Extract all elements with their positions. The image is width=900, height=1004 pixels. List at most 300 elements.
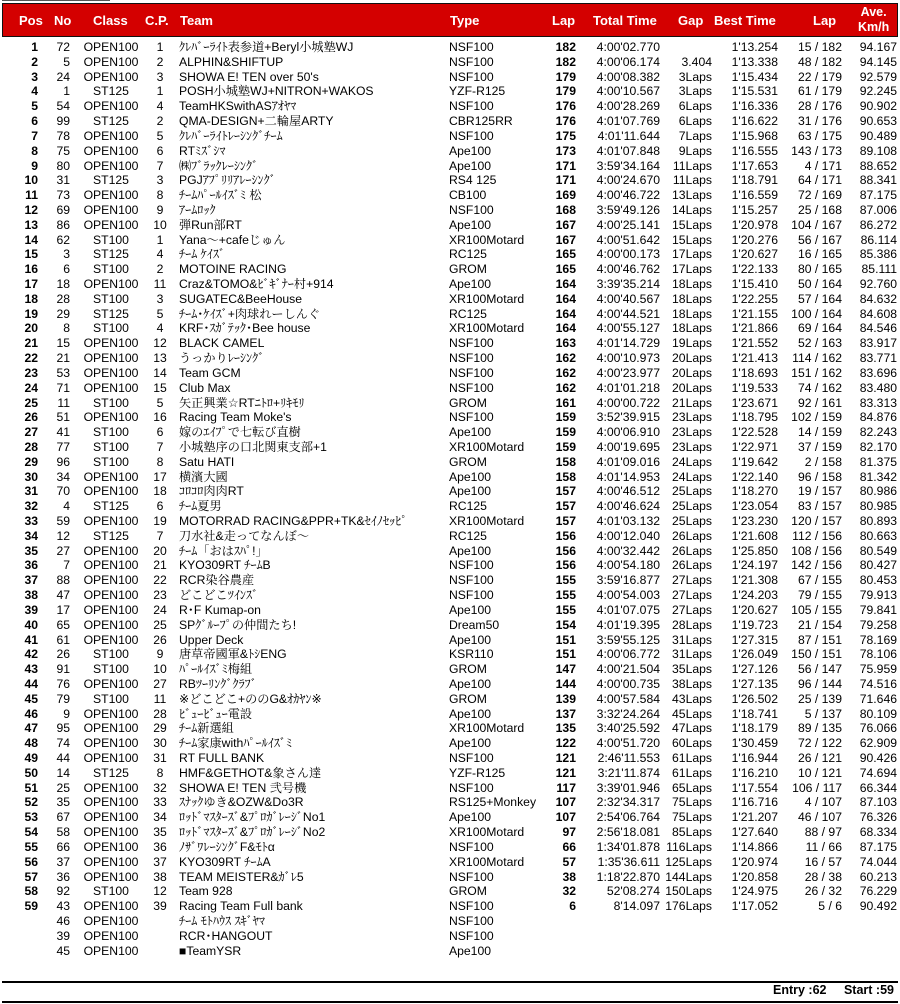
cell-pos: 35	[24, 543, 38, 558]
cell-gap: 31Laps	[672, 647, 712, 662]
cell-lap: 97	[562, 825, 576, 840]
cell-gap: 11Laps	[672, 173, 712, 188]
cell-cp: 12	[153, 884, 167, 899]
cell-cp: 6	[156, 143, 164, 158]
cell-total: 3:32'24.264	[596, 706, 660, 721]
table-row	[2, 218, 898, 233]
cell-ave: 80.893	[859, 514, 897, 528]
cell-gap: 20Laps	[672, 380, 712, 395]
cell-gap: 28Laps	[672, 617, 712, 632]
cell-ave: 83.480	[859, 380, 897, 395]
cell-class: ST125	[93, 499, 129, 514]
cell-total: 1:34'01.878	[596, 839, 660, 854]
cell-cp: 1	[156, 40, 164, 54]
cell-cp: 10	[153, 217, 167, 232]
cell-gap: 18Laps	[672, 306, 712, 321]
cell-gap: 25Laps	[672, 514, 712, 528]
cell-total: 4:00'12.040	[596, 528, 660, 543]
header-kmh: Km/h	[858, 20, 890, 34]
cell-lapat: 11 / 66	[805, 839, 842, 854]
cell-gap: 60Laps	[672, 736, 712, 751]
cell-total: 4:00'10.567	[596, 84, 660, 99]
cell-no: 14	[56, 765, 70, 780]
cell-type: Ape100	[449, 736, 492, 751]
cell-type: NSF100	[449, 336, 494, 351]
cell-ave: 92.245	[859, 84, 897, 99]
table-row	[2, 573, 898, 588]
cell-class: ST100	[93, 662, 129, 677]
cell-gap: 65Laps	[672, 780, 712, 795]
cell-total: 4:00'46.624	[596, 499, 660, 514]
cell-lap: 144	[555, 676, 576, 691]
cell-total: 4:00'02.770	[596, 40, 660, 54]
cell-type: NSF100	[449, 69, 494, 84]
cell-team: Club Max	[179, 380, 231, 395]
cell-ave: 80.427	[859, 558, 897, 573]
cell-total: 4:01'11.644	[597, 128, 660, 143]
cell-team: POSH小城塾WJ+NITRON+WAKOS	[179, 84, 374, 99]
cell-cp: 28	[153, 706, 167, 721]
cell-class: OPEN100	[83, 469, 139, 484]
cell-lap: 179	[555, 84, 576, 99]
cell-cp: 2	[156, 262, 164, 277]
cell-no: 29	[56, 306, 70, 321]
cell-type: NSF100	[449, 40, 494, 54]
cell-pos: 47	[24, 721, 38, 736]
cell-best: 1'21.308	[731, 573, 778, 588]
cell-class: ST100	[93, 425, 129, 440]
cell-type: XR100Motard	[449, 854, 525, 869]
cell-type: RS4 125	[449, 173, 497, 188]
cell-pos: 4	[31, 84, 38, 99]
cell-team: ﾛｯﾄﾞﾏｽﾀｰｽﾞ&ﾌﾟﾛｶﾞﾚｰｼﾞNo1	[179, 810, 326, 825]
cell-lapat: 37 / 159	[797, 439, 842, 454]
results-header	[2, 3, 898, 37]
cell-ave: 76.229	[859, 884, 897, 899]
cell-gap: 20Laps	[672, 351, 712, 366]
cell-total: 4:00'24.670	[596, 173, 660, 188]
cell-lap: 162	[555, 380, 576, 395]
cell-team: どこどこﾂｲﾝｽﾞ	[179, 588, 259, 603]
cell-ave: 79.841	[859, 602, 897, 617]
table-row	[2, 944, 898, 959]
cell-best: 1'19.533	[731, 380, 778, 395]
cell-no: 24	[56, 69, 70, 84]
cell-type: NSF100	[449, 558, 494, 573]
cell-lapat: 48 / 182	[797, 54, 842, 69]
cell-class: OPEN100	[83, 780, 139, 795]
cell-class: OPEN100	[83, 825, 139, 840]
cell-class: OPEN100	[83, 484, 139, 499]
cell-lap: 168	[555, 202, 576, 217]
cell-gap: 125Laps	[665, 854, 712, 869]
table-row	[2, 855, 898, 870]
cell-lap: 164	[555, 321, 576, 336]
cell-gap: 27Laps	[672, 588, 712, 603]
cell-cp: 12	[153, 336, 167, 351]
cell-class: OPEN100	[83, 588, 139, 603]
cell-team: Team GCM	[179, 365, 241, 380]
cell-lap: 176	[555, 114, 576, 129]
cell-best: 1'20.627	[731, 247, 778, 262]
cell-type: Ape100	[449, 602, 492, 617]
cell-no: 3	[63, 247, 70, 262]
cell-total: 4:01'07.075	[596, 602, 660, 617]
table-row	[2, 440, 898, 455]
cell-class: OPEN100	[83, 202, 139, 217]
cell-pos: 2	[31, 54, 38, 69]
cell-pos: 25	[24, 395, 38, 410]
cell-best: 1'21.413	[731, 351, 778, 366]
cell-ave: 90.653	[859, 114, 897, 129]
cell-class: ST100	[93, 395, 129, 410]
cell-pos: 39	[24, 602, 38, 617]
cell-team: Satu HATI	[179, 454, 235, 469]
cell-team: RBﾂｰﾘﾝｸﾞｸﾗﾌﾞ	[179, 676, 257, 691]
cell-class: OPEN100	[83, 351, 139, 366]
table-row	[2, 736, 898, 751]
cell-no: 36	[56, 869, 70, 884]
cell-cp: 9	[156, 202, 164, 217]
table-row	[2, 825, 898, 840]
cell-class: ST125	[93, 528, 129, 543]
cell-class: ST100	[93, 439, 129, 454]
cell-team: RT FULL BANK	[179, 751, 265, 765]
cell-type: GROM	[449, 662, 487, 677]
cell-team: ALPHIN&SHIFTUP	[179, 54, 284, 69]
cell-type: KSR110	[449, 647, 494, 662]
cell-total: 4:00'06.174	[596, 54, 660, 69]
cell-no: 95	[56, 721, 70, 736]
cell-lapat: 56 / 167	[797, 232, 842, 247]
cell-lap: 161	[555, 395, 576, 410]
cell-best: 1'21.866	[731, 321, 778, 336]
cell-lap: 107	[555, 795, 576, 810]
cell-gap: 18Laps	[672, 291, 712, 306]
cell-type: NSF100	[449, 869, 494, 884]
cell-cp: 32	[153, 780, 167, 795]
cell-gap: 6Laps	[678, 99, 712, 114]
cell-best: 1'24.197	[731, 558, 778, 573]
cell-pos: 21	[24, 336, 38, 351]
cell-type: Ape100	[449, 706, 492, 721]
cell-lapat: 88 / 97	[804, 825, 842, 840]
cell-class: OPEN100	[83, 277, 139, 291]
cell-class: ST100	[93, 232, 129, 247]
cell-cp: 14	[153, 365, 167, 380]
cell-cp: 24	[153, 602, 167, 617]
cell-pos: 51	[24, 780, 38, 795]
cell-type: Dream50	[449, 617, 500, 632]
cell-team: HMF&GETHOT&象さん達	[179, 765, 322, 780]
cell-ave: 87.006	[859, 202, 897, 217]
cell-lap: 158	[555, 454, 576, 469]
cell-ave: 80.663	[859, 528, 897, 543]
cell-ave: 80.985	[859, 499, 897, 514]
cell-no: 72	[56, 40, 70, 54]
cell-type: NSF100	[449, 365, 494, 380]
table-row	[2, 396, 898, 411]
cell-best: 1'20.858	[731, 869, 778, 884]
cell-pos: 49	[24, 751, 38, 765]
cell-best: 1'21.207	[731, 810, 778, 825]
cell-total: 4:00'54.180	[596, 558, 660, 573]
header-best-time: Best Time	[714, 12, 776, 28]
cell-type: CB100	[449, 188, 487, 203]
cell-lapat: 80 / 165	[797, 262, 842, 277]
cell-no: 25	[56, 780, 70, 795]
cell-lapat: 105 / 155	[791, 602, 842, 617]
cell-total: 4:00'19.695	[596, 439, 660, 454]
cell-cp: 1	[156, 84, 164, 99]
cell-ave: 78.106	[859, 647, 897, 662]
cell-class: ST100	[93, 321, 129, 336]
cell-total: 4:00'55.127	[596, 321, 660, 336]
cell-type: XR100Motard	[449, 321, 525, 336]
cell-best: 1'18.791	[731, 173, 778, 188]
cell-type: NSF100	[449, 202, 494, 217]
cell-best: 1'27.135	[731, 676, 778, 691]
cell-ave: 87.175	[859, 188, 897, 203]
cell-no: 7	[63, 558, 70, 573]
cell-team: ※どこどこ+ののG&ｵｶﾔﾝ※	[179, 691, 322, 706]
cell-pos: 1	[31, 40, 38, 54]
cell-cp: 4	[156, 247, 164, 262]
cell-pos: 31	[24, 484, 38, 499]
cell-lap: 164	[555, 277, 576, 291]
cell-team: MOTOINE RACING	[179, 262, 287, 277]
cell-no: 6	[63, 262, 70, 277]
cell-ave: 76.326	[859, 810, 897, 825]
cell-best: 1'20.276	[731, 232, 778, 247]
cell-team: ﾁｰﾑ「おはｽﾊﾟ!」	[179, 543, 268, 558]
cell-type: NSF100	[449, 351, 494, 366]
cell-class: ST100	[93, 291, 129, 306]
cell-total: 3:21'11.874	[597, 765, 660, 780]
cell-best: 1'26.502	[731, 691, 778, 706]
table-row	[2, 751, 898, 766]
cell-lapat: 114 / 162	[792, 351, 842, 366]
cell-pos: 22	[24, 351, 38, 366]
cell-class: OPEN100	[83, 40, 139, 54]
cell-pos: 20	[24, 321, 38, 336]
cell-class: OPEN100	[83, 99, 139, 114]
cell-no: 18	[56, 277, 70, 291]
cell-lapat: 112 / 156	[792, 528, 842, 543]
cell-cp: 21	[153, 558, 167, 573]
cell-no: 79	[56, 691, 70, 706]
cell-lapat: 19 / 157	[797, 484, 842, 499]
cell-lapat: 87 / 151	[797, 632, 842, 647]
cell-gap: 15Laps	[672, 217, 712, 232]
header-gap: Gap	[678, 12, 704, 28]
cell-cp: 22	[153, 573, 167, 588]
cell-cp: 2	[156, 54, 164, 69]
cell-total: 4:00'23.977	[596, 365, 660, 380]
table-row	[2, 55, 898, 70]
cell-team: TeamHKSwithASｱｵﾔﾏ	[179, 99, 297, 114]
cell-team: MOTORRAD RACING&PPR+TK&ｾｲﾉｾｯﾋﾟ	[179, 514, 408, 528]
cell-class: ST100	[93, 262, 129, 277]
table-row	[2, 692, 898, 707]
cell-total: 4:01'14.729	[596, 336, 660, 351]
cell-lapat: 57 / 164	[797, 291, 842, 306]
header-best-lap: Lap	[813, 12, 837, 28]
cell-lapat: 14 / 159	[797, 425, 842, 440]
table-row	[2, 336, 898, 351]
cell-team: ﾁｰﾑ家康withﾊﾟｰﾙｲｽﾞﾐ	[179, 736, 293, 751]
table-row	[2, 795, 898, 810]
cell-ave: 79.913	[859, 588, 897, 603]
cell-type: NSF100	[449, 410, 494, 425]
cell-best: 1'13.338	[731, 54, 778, 69]
cell-class: OPEN100	[83, 795, 139, 810]
cell-no: 67	[56, 810, 70, 825]
cell-no: 76	[56, 676, 70, 691]
cell-gap: 85Laps	[672, 825, 712, 840]
cell-lapat: 15 / 182	[797, 40, 842, 54]
table-row	[2, 662, 898, 677]
cell-total: 4:00'54.003	[596, 588, 660, 603]
cell-gap: 26Laps	[672, 543, 712, 558]
cell-pos: 26	[24, 410, 38, 425]
cell-lap: 151	[555, 647, 576, 662]
cell-team: 弾Run部RT	[179, 217, 242, 232]
cell-ave: 66.344	[859, 780, 897, 795]
cell-lapat: 96 / 144	[797, 676, 842, 691]
cell-pos: 6	[31, 114, 38, 129]
cell-gap: 3.404	[681, 54, 712, 69]
cell-pos: 3	[31, 69, 38, 84]
cell-gap: 17Laps	[672, 262, 712, 277]
cell-class: OPEN100	[83, 839, 139, 854]
cell-cp: 5	[156, 128, 164, 143]
cell-lap: 157	[555, 484, 576, 499]
cell-ave: 84.632	[859, 291, 897, 306]
table-row	[2, 766, 898, 781]
cell-pos: 12	[24, 202, 38, 217]
cell-lapat: 5 / 137	[804, 706, 842, 721]
cell-lapat: 52 / 163	[797, 336, 842, 351]
cell-lap: 169	[555, 188, 576, 203]
cell-lapat: 104 / 167	[791, 217, 842, 232]
cell-pos: 37	[24, 573, 38, 588]
table-row	[2, 455, 898, 470]
cell-lapat: 150 / 151	[791, 647, 842, 662]
cell-type: NSF100	[449, 128, 494, 143]
cell-team: SUGATEC&BeeHouse	[179, 291, 303, 306]
cell-cp: 34	[153, 810, 167, 825]
cell-lapat: 21 / 154	[797, 617, 842, 632]
cell-cp: 39	[153, 899, 167, 914]
cell-ave: 86.272	[859, 217, 897, 232]
cell-best: 1'21.608	[731, 528, 778, 543]
cell-best: 1'27.126	[731, 662, 778, 677]
cell-type: CBR125RR	[449, 114, 513, 129]
start-count: Start :59	[843, 983, 894, 997]
cell-lapat: 4 / 107	[804, 795, 842, 810]
cell-team: Craz&TOMO&ﾋﾞｷﾞﾅｰ村+914	[179, 277, 334, 291]
cell-ave: 90.902	[859, 99, 897, 114]
cell-no: 91	[56, 662, 70, 677]
cell-no: 74	[56, 736, 70, 751]
cell-lap: 179	[555, 69, 576, 84]
cell-total: 4:01'07.848	[596, 143, 660, 158]
table-row	[2, 840, 898, 855]
cell-cp: 29	[153, 721, 167, 736]
cell-pos: 52	[24, 795, 38, 810]
cell-gap: 14Laps	[672, 202, 712, 217]
cell-best: 1'19.642	[731, 454, 778, 469]
cell-cp: 13	[153, 351, 167, 366]
cell-total: 4:00'00.735	[596, 676, 660, 691]
cell-total: 4:01'03.132	[596, 514, 660, 528]
cell-lap: 159	[555, 410, 576, 425]
table-row	[2, 84, 898, 99]
table-row	[2, 870, 898, 885]
cell-team: Yana～+cafeじゅん	[179, 232, 286, 247]
cell-class: ST125	[93, 84, 129, 99]
cell-team: ﾁｰﾑ ﾓﾄﾊｳｽ ｽｷﾞﾔﾏ	[179, 913, 265, 928]
cell-team: 小城塾序の口北関東支部+1	[179, 439, 327, 454]
cell-cp: 11	[153, 277, 167, 291]
table-row	[2, 321, 898, 336]
cell-no: 69	[56, 202, 70, 217]
cell-pos: 15	[24, 247, 38, 262]
cell-class: OPEN100	[83, 158, 139, 173]
cell-type: XR100Motard	[449, 721, 525, 736]
cell-type: GROM	[449, 691, 487, 706]
cell-pos: 10	[24, 173, 38, 188]
cell-class: ST100	[93, 647, 129, 662]
cell-team: Racing Team Full bank	[179, 899, 303, 914]
cell-lap: 163	[555, 336, 576, 351]
cell-type: Ape100	[449, 277, 492, 291]
cell-type: XR100Motard	[449, 232, 525, 247]
cell-gap: 23Laps	[672, 439, 712, 454]
cell-gap: 38Laps	[672, 676, 712, 691]
cell-best: 1'22.528	[731, 425, 778, 440]
cell-class: OPEN100	[83, 188, 139, 203]
cell-lap: 32	[562, 884, 576, 899]
cell-total: 4:00'00.173	[596, 247, 660, 262]
table-row	[2, 810, 898, 825]
cell-no: 77	[56, 439, 70, 454]
cell-type: Ape100	[449, 543, 492, 558]
cell-class: OPEN100	[83, 617, 139, 632]
cell-no: 11	[57, 395, 70, 410]
cell-total: 4:00'00.722	[596, 395, 660, 410]
cell-lap: 164	[555, 291, 576, 306]
cell-gap: 7Laps	[678, 128, 712, 143]
table-row	[2, 70, 898, 85]
cell-ave: 62.909	[859, 736, 897, 751]
cell-class: ST125	[93, 247, 129, 262]
cell-no: 39	[56, 928, 70, 943]
cell-type: RC125	[449, 247, 487, 262]
table-row	[2, 707, 898, 722]
header-cp: C.P.	[145, 12, 169, 28]
cell-lapat: 10 / 121	[797, 765, 842, 780]
header-lap: Lap	[552, 12, 576, 28]
cell-lapat: 5 / 6	[818, 899, 842, 914]
cell-lap: 159	[555, 439, 576, 454]
cell-no: 71	[56, 380, 70, 395]
table-row	[2, 899, 898, 914]
table-row	[2, 114, 898, 129]
cell-no: 34	[56, 469, 70, 484]
cell-lapat: 106 / 117	[792, 780, 842, 795]
